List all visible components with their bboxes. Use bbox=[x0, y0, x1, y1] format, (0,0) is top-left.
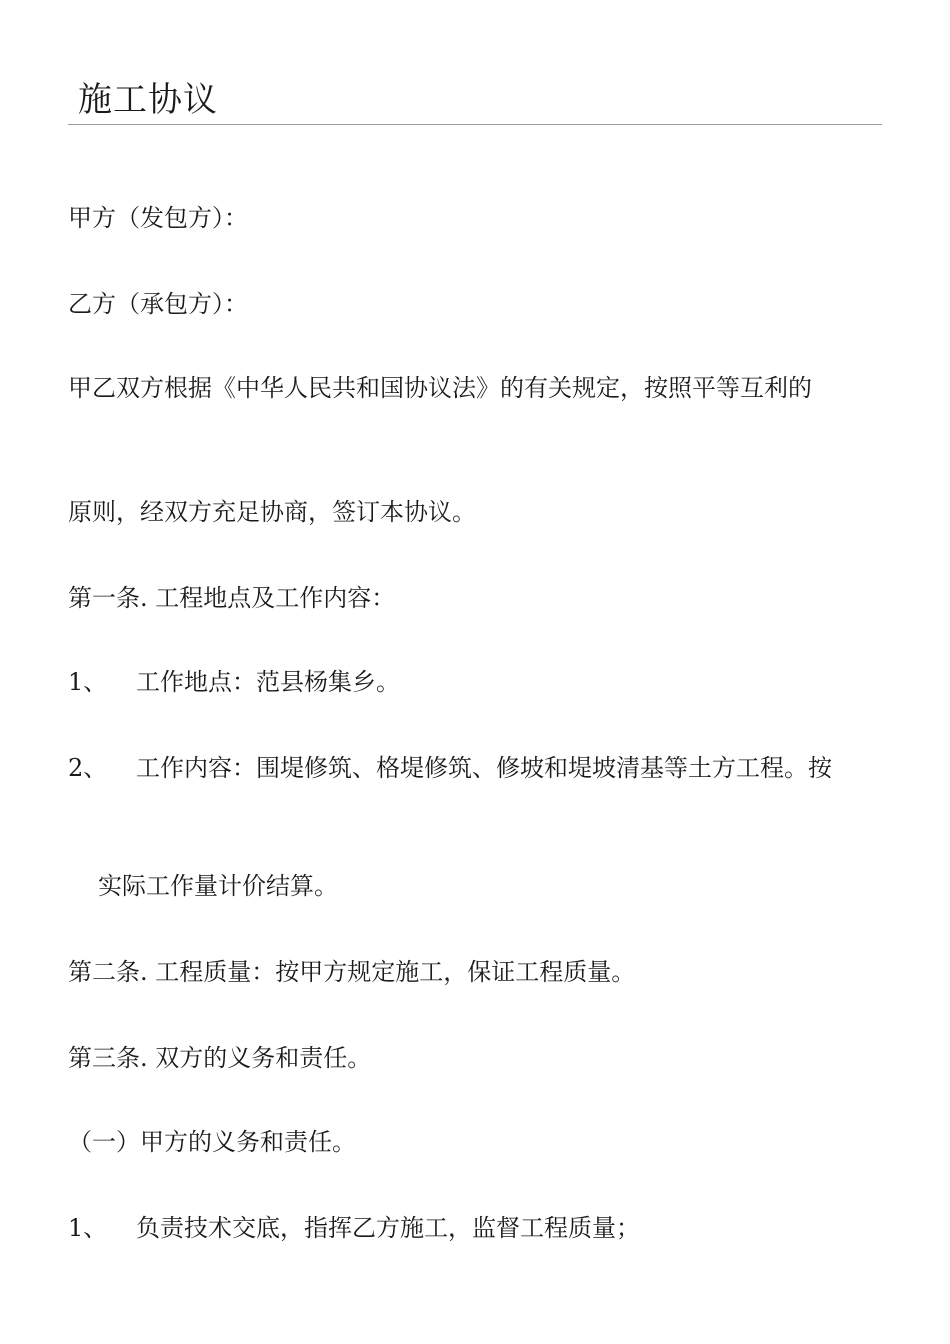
article-1-heading: 第一条. 工程地点及工作内容： bbox=[68, 584, 396, 612]
article-1-item-1 bbox=[68, 666, 400, 698]
party-b-line: 乙方（承包方）： bbox=[68, 290, 248, 318]
document-title: 施工协议 bbox=[78, 80, 218, 120]
article-1-item-2-continuation: 实际工作量计价结算。 bbox=[98, 872, 338, 900]
intro-line-1: 甲乙双方根据《中华人民共和国协议法》的有关规定，按照平等互利的 bbox=[68, 374, 812, 402]
article-3-sub-1-heading: （一）甲方的义务和责任。 bbox=[68, 1128, 356, 1156]
article-3-sub-1-item-1 bbox=[68, 1212, 640, 1244]
item-number: 2、 bbox=[68, 754, 108, 782]
item-number: 1、 bbox=[68, 1214, 108, 1242]
article-3-heading: 第三条. 双方的义务和责任。 bbox=[68, 1044, 372, 1072]
intro-line-2: 原则，经双方充足协商，签订本协议。 bbox=[68, 498, 476, 526]
title-underline bbox=[68, 124, 882, 125]
article-1-item-2 bbox=[68, 752, 832, 784]
item-text: 负责技术交底，指挥乙方施工，监督工程质量； bbox=[136, 1214, 640, 1242]
item-text: 工作地点：范县杨集乡。 bbox=[136, 668, 400, 696]
item-number: 1、 bbox=[68, 668, 108, 696]
article-2-heading: 第二条. 工程质量：按甲方规定施工，保证工程质量。 bbox=[68, 958, 636, 986]
item-text: 工作内容：围堤修筑、格堤修筑、修坡和堤坡清基等土方工程。按 bbox=[136, 754, 832, 782]
party-a-line: 甲方（发包方）： bbox=[68, 204, 248, 232]
